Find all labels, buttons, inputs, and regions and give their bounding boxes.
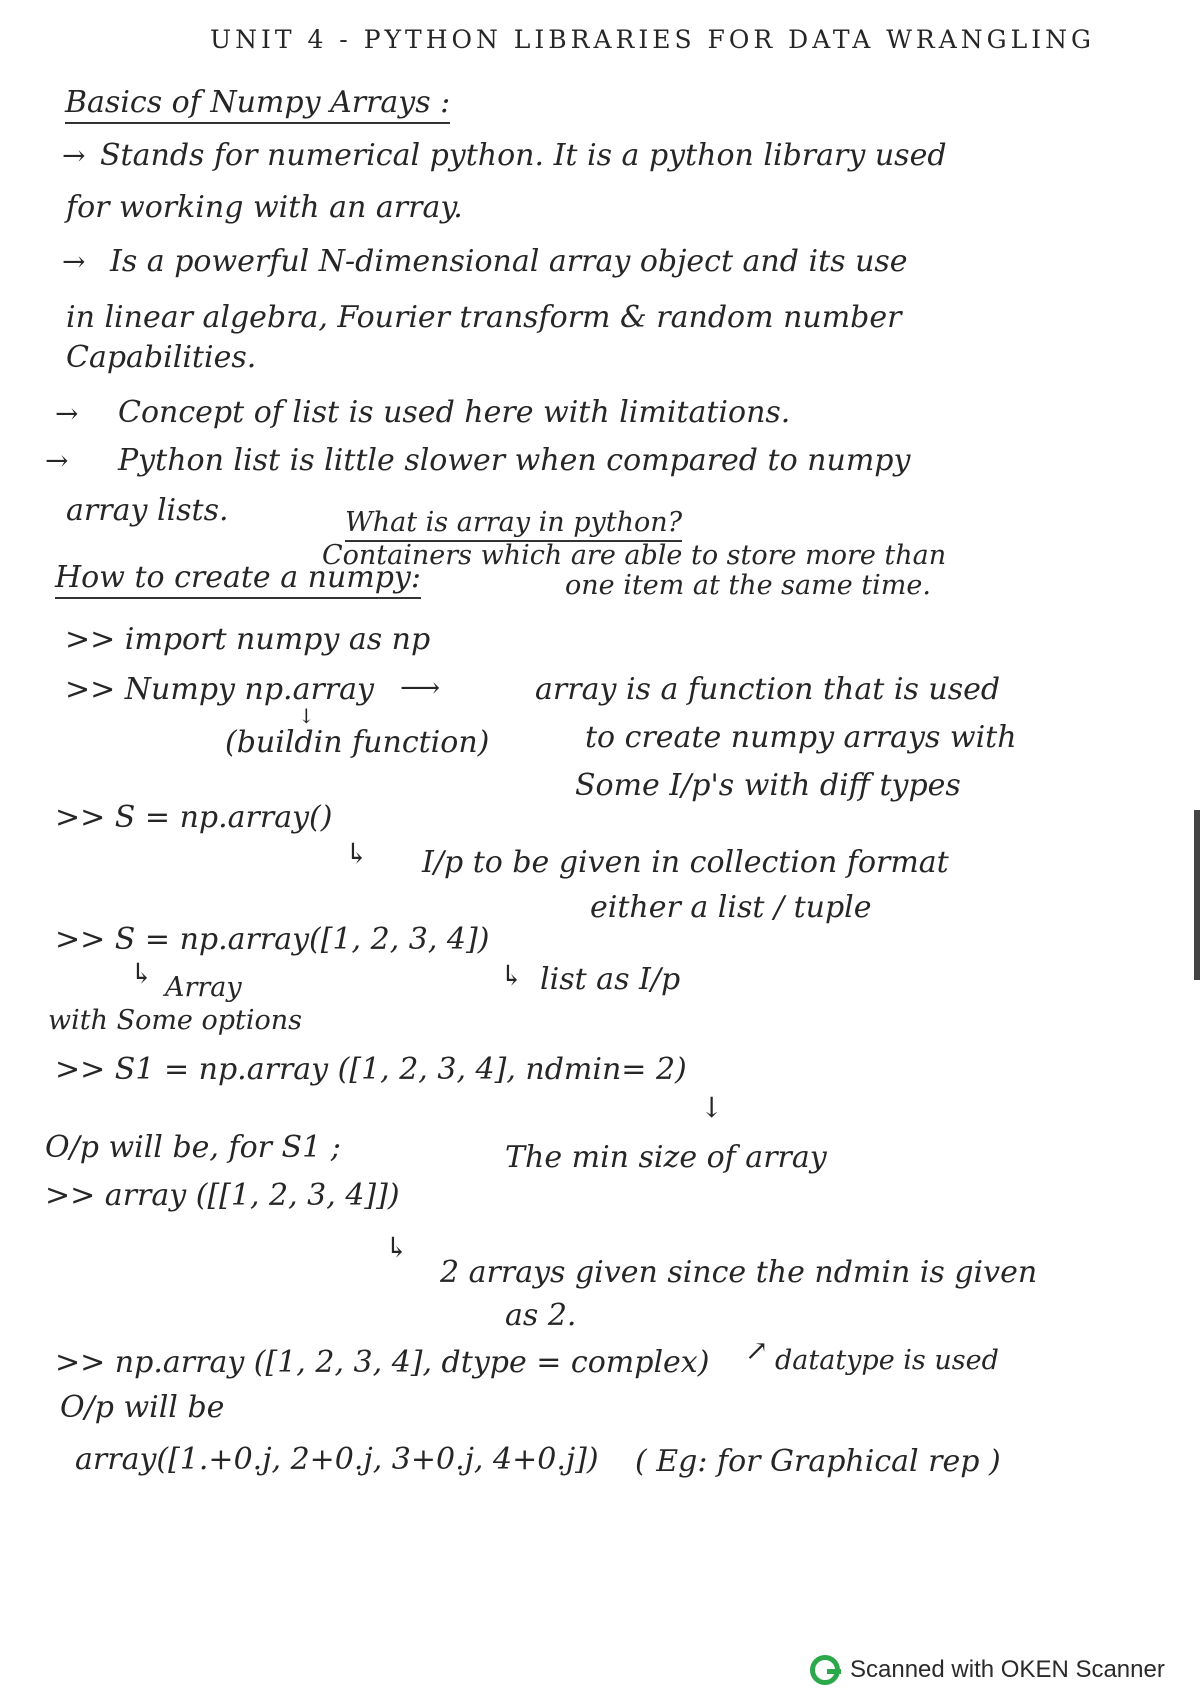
bullet-line: Python list is little slower when compared to numpy (118, 443, 911, 478)
arrays-note: as 2. (505, 1298, 577, 1333)
code-line: >> array ([[1, 2, 3, 4]]) (45, 1178, 400, 1213)
dtype-note: datatype is used (775, 1345, 999, 1376)
long-arrow-icon: ⟶ (400, 671, 441, 704)
sidenote-answer: Containers which are able to store more than (322, 540, 947, 571)
create-heading (55, 560, 421, 596)
scan-edge-mark (1194, 810, 1200, 980)
complex-result: array([1.+0.j, 2+0.j, 3+0.j, 4+0.j]) (75, 1442, 599, 1477)
code-line: >> import numpy as np (65, 622, 431, 657)
scanner-logo-icon (810, 1655, 840, 1685)
scanner-watermark (810, 1652, 1165, 1688)
bullet-arrow-icon: → (55, 397, 79, 430)
code-line: >> Numpy np.array (65, 672, 374, 707)
bullet-line: Stands for numerical python. It is a python library used (100, 138, 947, 173)
bullet-line: Concept of list is used here with limitations. (118, 395, 791, 430)
scanner-watermark-text: Scanned with OKEN Scanner (850, 1656, 1165, 1683)
bullet-line: for working with an array. (66, 190, 463, 225)
array-note: array is a function that is used (535, 672, 1001, 707)
op-label: O/p will be (60, 1390, 225, 1425)
array-label: Array (165, 972, 242, 1003)
down-arrow-icon: ↓ (700, 1091, 724, 1124)
buildin-label: (buildin function) (225, 725, 490, 760)
bullet-line: in linear algebra, Fourier transform & random number (66, 300, 902, 335)
op-heading: O/p will be, for S1 ; (45, 1130, 341, 1165)
ip-note: either a list / tuple (590, 890, 872, 925)
sidenote-answer: one item at the same time. (565, 570, 931, 601)
bullet-arrow-icon: → (62, 139, 86, 172)
min-size-note: The min size of array (505, 1140, 827, 1175)
hook-arrow-icon: ↳ (345, 837, 369, 870)
section-heading (65, 85, 450, 121)
sidenote-question-text: What is array in python? (345, 507, 682, 542)
create-heading-text: How to create a numpy: (55, 560, 421, 599)
bullet-line: array lists. (66, 493, 229, 528)
with-options-label: with Some options (48, 1005, 303, 1036)
hook-arrow-icon: ↗ (745, 1334, 769, 1367)
hook-arrow-icon: ↳ (130, 957, 154, 990)
code-line: >> S = np.array([1, 2, 3, 4]) (55, 922, 490, 957)
bullet-line: Is a powerful N-dimensional array object and its use (110, 244, 908, 279)
ip-note: I/p to be given in collection format (422, 845, 949, 880)
arrays-note: 2 arrays given since the ndmin is given (440, 1255, 1038, 1290)
section-heading-text: Basics of Numpy Arrays : (65, 85, 450, 124)
bullet-line: Capabilities. (66, 340, 257, 375)
eg-note: ( Eg: for Graphical rep ) (635, 1444, 1001, 1479)
list-note: list as I/p (540, 962, 681, 997)
code-line: >> np.array ([1, 2, 3, 4], dtype = complex) (55, 1345, 710, 1380)
bullet-arrow-icon: → (62, 245, 86, 278)
hook-arrow-icon: ↳ (500, 959, 524, 992)
sidenote-question (345, 505, 682, 541)
code-line: >> S1 = np.array ([1, 2, 3, 4], ndmin= 2) (55, 1052, 687, 1087)
down-arrow-icon: ↓ (298, 704, 315, 728)
page-title: UNIT 4 - PYTHON LIBRARIES FOR DATA WRANGLING (210, 25, 1095, 54)
array-note: to create numpy arrays with (585, 720, 1017, 755)
bullet-arrow-icon: → (45, 444, 69, 477)
code-line: >> S = np.array() (55, 800, 333, 835)
hook-arrow-icon: ↳ (385, 1231, 409, 1264)
array-note: Some I/p's with diff types (575, 768, 961, 803)
